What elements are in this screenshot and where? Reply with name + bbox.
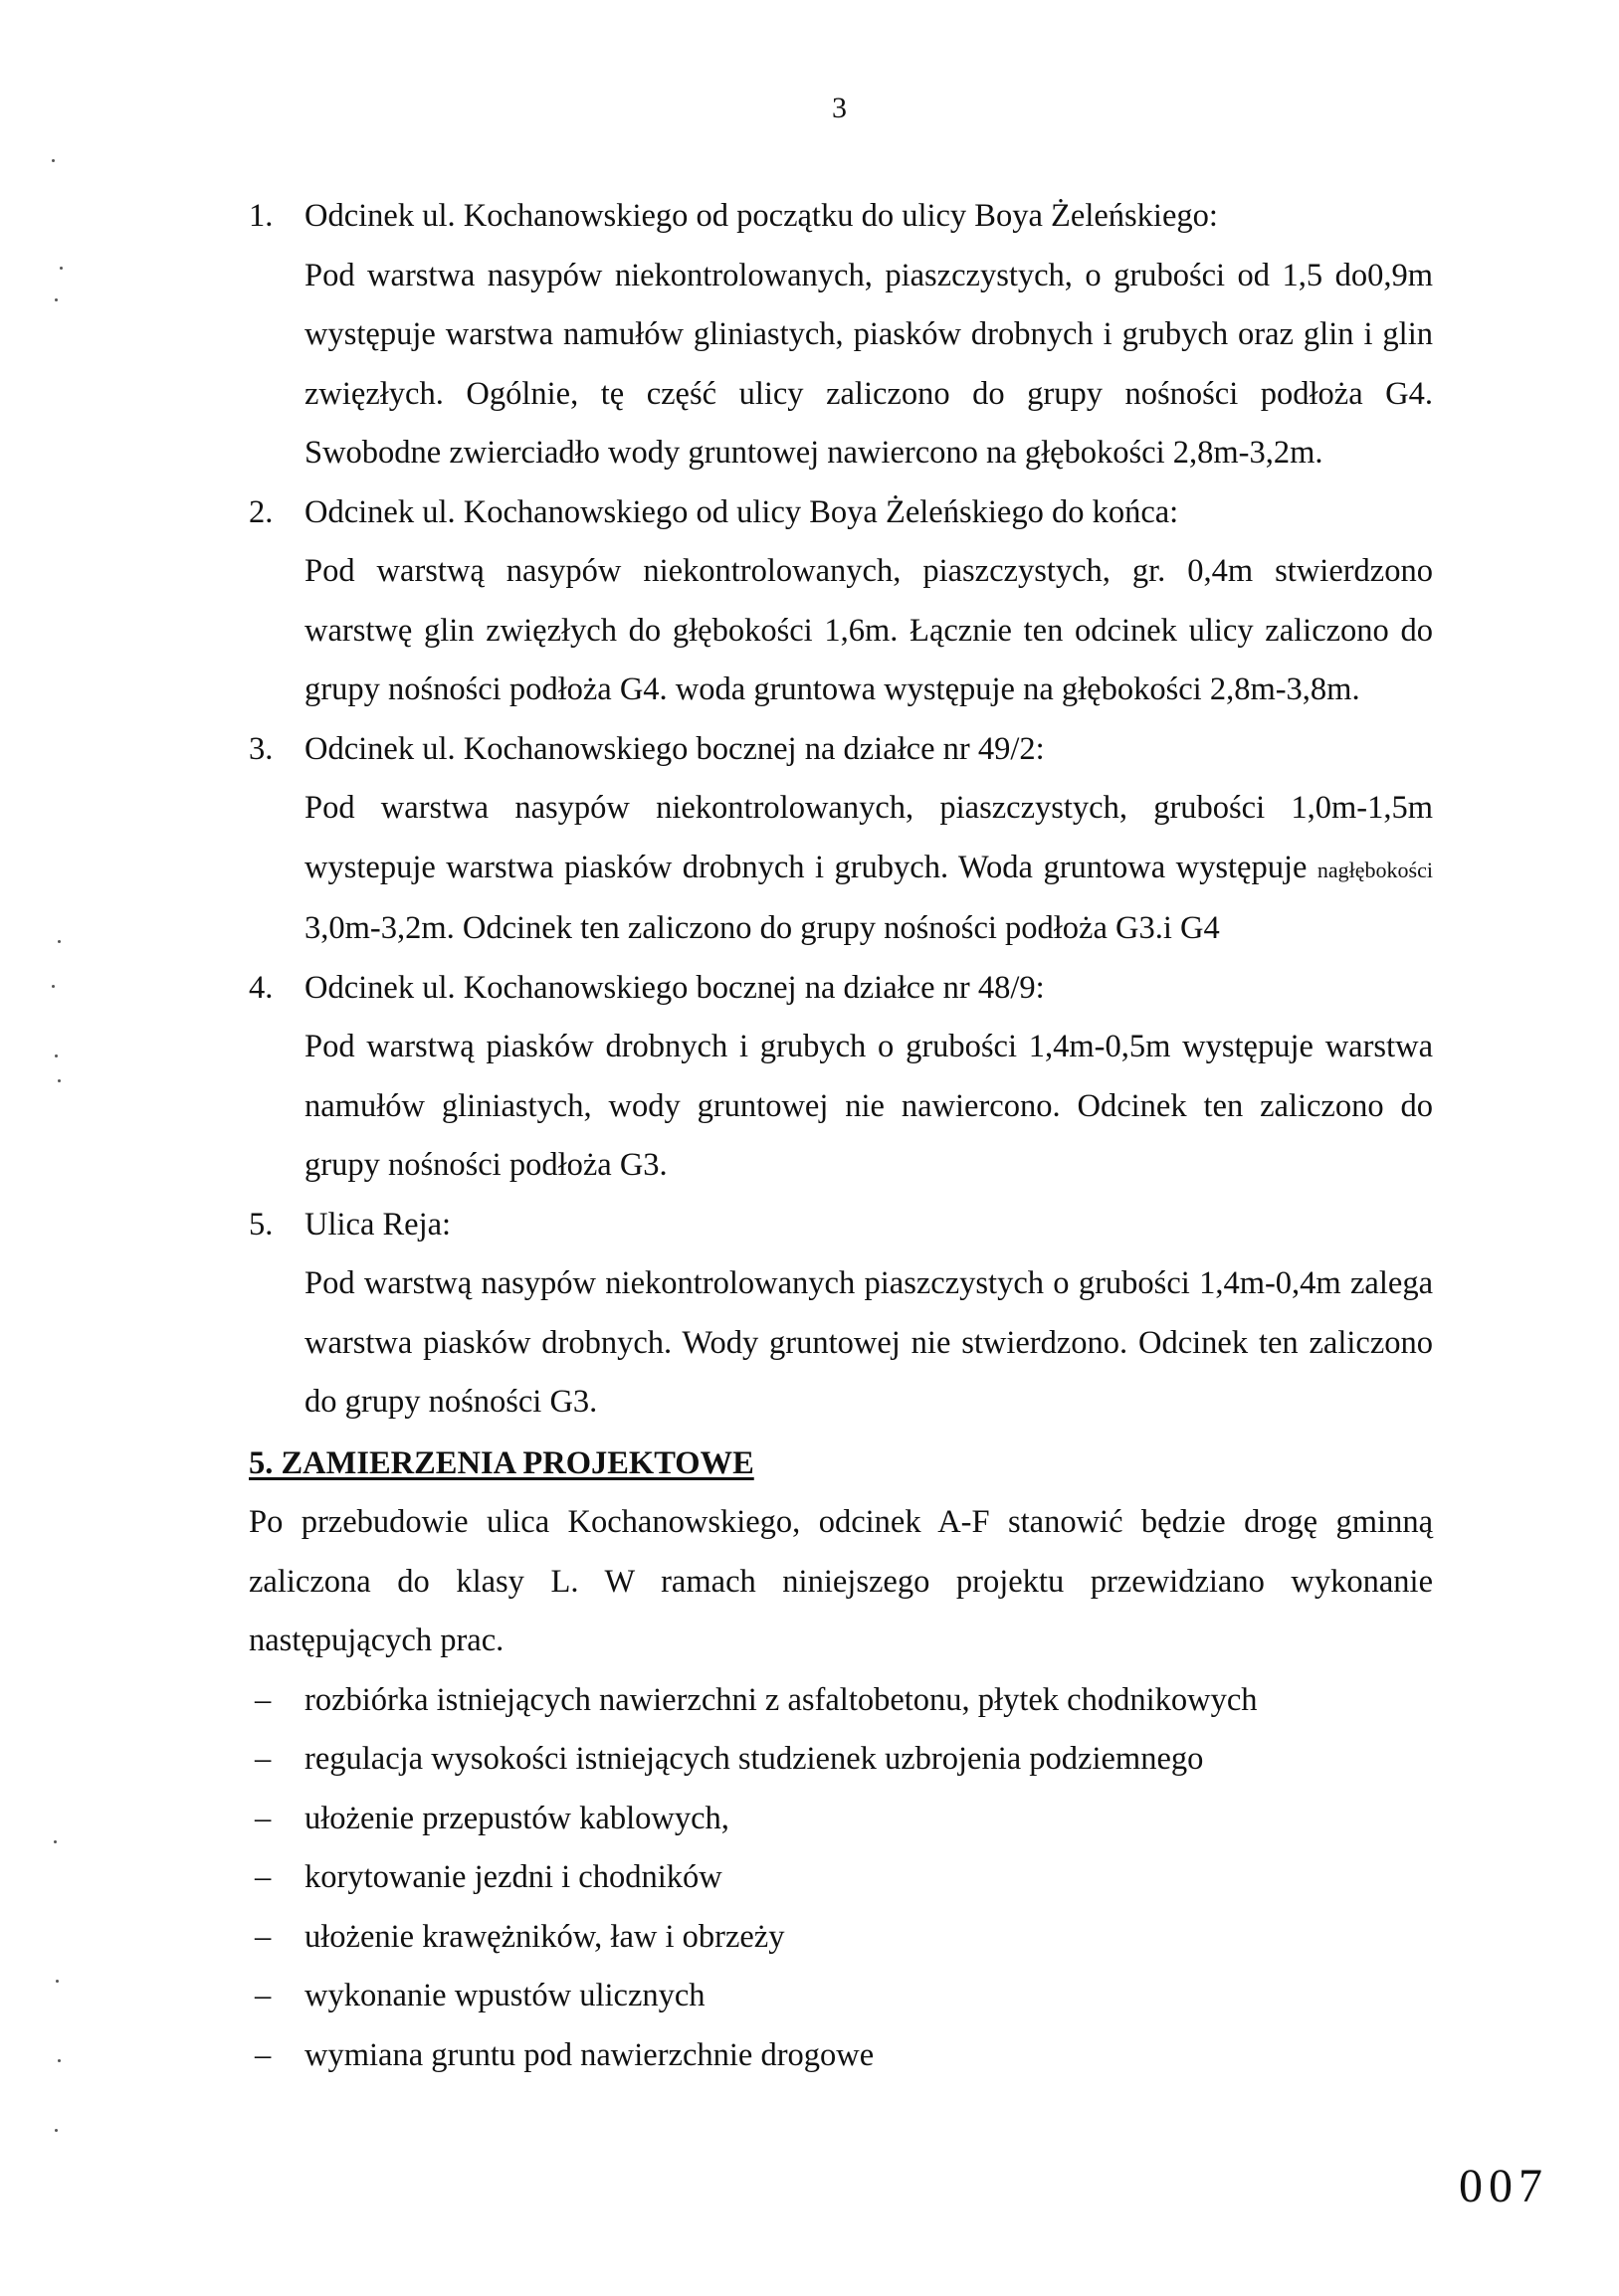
work-list-text: wymiana gruntu pod nawierzchnie drogowe <box>304 2036 875 2073</box>
item-heading: Odcinek ul. Kochanowskiego od początku do ulicy Boya Żeleńskiego: <box>304 198 1218 234</box>
work-list-text: rozbiórka istniejących nawierzchni z asfaltobetonu, płytek chodnikowych <box>304 1681 1258 1718</box>
work-list-item <box>249 1730 1433 1790</box>
dash-bullet-icon: – <box>255 1800 272 1836</box>
document-content <box>249 187 1433 2085</box>
item-number: 5. <box>249 1206 274 1243</box>
page-number: 3 <box>832 92 847 124</box>
item-heading: Odcinek ul. Kochanowskiego bocznej na działce nr 48/9: <box>304 969 1045 1006</box>
scan-speck <box>55 2129 58 2132</box>
item-heading: Odcinek ul. Kochanowskiego od ulicy Boya Żeleńskiego do końca: <box>304 493 1179 530</box>
page-stamp: 007 <box>1459 2160 1548 2212</box>
work-list-item <box>249 1671 1433 1731</box>
work-list-text: ułożenie krawężników, ław i obrzeży <box>304 1918 785 1955</box>
scan-speck <box>55 1054 58 1057</box>
scan-speck <box>54 1840 57 1843</box>
work-list-item <box>249 1848 1433 1908</box>
work-list-text: ułożenie przepustów kablowych, <box>304 1800 729 1836</box>
dash-bullet-icon: – <box>255 2036 272 2073</box>
item-body: Pod warstwą piasków drobnych i grubych o grubości 1,4m-0,5m występuje warstwa namułów gliniastych, wody gruntowej nie nawiercono. Odcinek ten zaliczono do grupy nośności podłoża G3. <box>304 1029 1433 1183</box>
dash-bullet-icon: – <box>255 1918 272 1955</box>
scan-speck <box>55 298 58 301</box>
scan-speck <box>58 1079 61 1082</box>
item-number: 2. <box>249 493 274 530</box>
section-heading: 5. ZAMIERZENIA PROJEKTOWE <box>249 1444 754 1481</box>
item-body-small-text: nagłębokości <box>1316 857 1433 882</box>
item-body-text: Pod warstwa nasypów niekontrolowanych, piaszczystych, grubości 1,0m-1,5m wystepuje warstwa piasków drobnych i grubych. Woda gruntowa występuje <box>304 790 1433 885</box>
scan-speck <box>58 2059 61 2062</box>
list-item <box>249 959 1433 1196</box>
dash-bullet-icon: – <box>255 1859 272 1895</box>
list-item <box>249 720 1433 959</box>
work-list-item <box>249 1967 1433 2026</box>
item-number: 3. <box>249 730 274 767</box>
item-body: Pod warstwa nasypów niekontrolowanych, piaszczystych, o grubości od 1,5 do0,9m występuje warstwa namułów gliniastych, piasków drobnych i grubych oraz glin i glin zwięzłych. Ogólnie, tę część ulicy zaliczono do grupy nośności podłoża G4. Swobodne zwierciadło wody gruntowej nawiercono na głębokości 2,8m-3,2m. <box>304 257 1433 471</box>
work-list-text: wykonanie wpustów ulicznych <box>304 1978 706 2013</box>
scan-speck <box>52 159 55 162</box>
work-list <box>249 1671 1433 2086</box>
scan-speck <box>58 940 61 943</box>
scan-speck <box>52 985 55 988</box>
dash-bullet-icon: – <box>255 1741 272 1777</box>
work-list-text: korytowanie jezdni i chodników <box>304 1859 722 1895</box>
dash-bullet-icon: – <box>255 1978 272 2013</box>
list-item <box>249 187 1433 483</box>
work-list-item <box>249 1790 1433 1849</box>
scan-speck <box>60 267 63 270</box>
work-list-item <box>249 2026 1433 2086</box>
scan-speck <box>56 1980 59 1983</box>
dash-bullet-icon: – <box>255 1681 272 1718</box>
item-heading: Ulica Reja: <box>304 1206 452 1243</box>
item-number: 4. <box>249 969 274 1006</box>
item-body-end-text: 3,0m-3,2m. Odcinek ten zaliczono do grupy nośności podłoża G3.i G4 <box>304 910 1220 946</box>
item-number: 1. <box>249 198 274 234</box>
item-heading: Odcinek ul. Kochanowskiego bocznej na działce nr 49/2: <box>304 730 1045 767</box>
work-list-text: regulacja wysokości istniejących studzienek uzbrojenia podziemnego <box>304 1741 1204 1777</box>
item-body: Pod warstwą nasypów niekontrolowanych piaszczystych o grubości 1,4m-0,4m zalega warstwa piasków drobnych. Wody gruntowej nie stwierdzono. Odcinek ten zaliczono do grupy nośności G3. <box>304 1265 1433 1420</box>
item-body: Pod warstwą nasypów niekontrolowanych, piaszczystych, gr. 0,4m stwierdzono warstwę glin zwięzłych do głębokości 1,6m. Łącznie ten odcinek ulicy zaliczono do grupy nośności podłoża G4. woda gruntowa występuje na głębokości 2,8m-3,8m. <box>304 553 1433 707</box>
list-item <box>249 1196 1433 1433</box>
list-item <box>249 483 1433 720</box>
section-paragraph: Po przebudowie ulica Kochanowskiego, odcinek A-F stanowić będzie drogę gminną zaliczona do klasy L. W ramach niniejszego projektu przewidziano wykonanie następujących prac. <box>249 1504 1433 1658</box>
work-list-item <box>249 1908 1433 1968</box>
item-body <box>304 779 1433 959</box>
